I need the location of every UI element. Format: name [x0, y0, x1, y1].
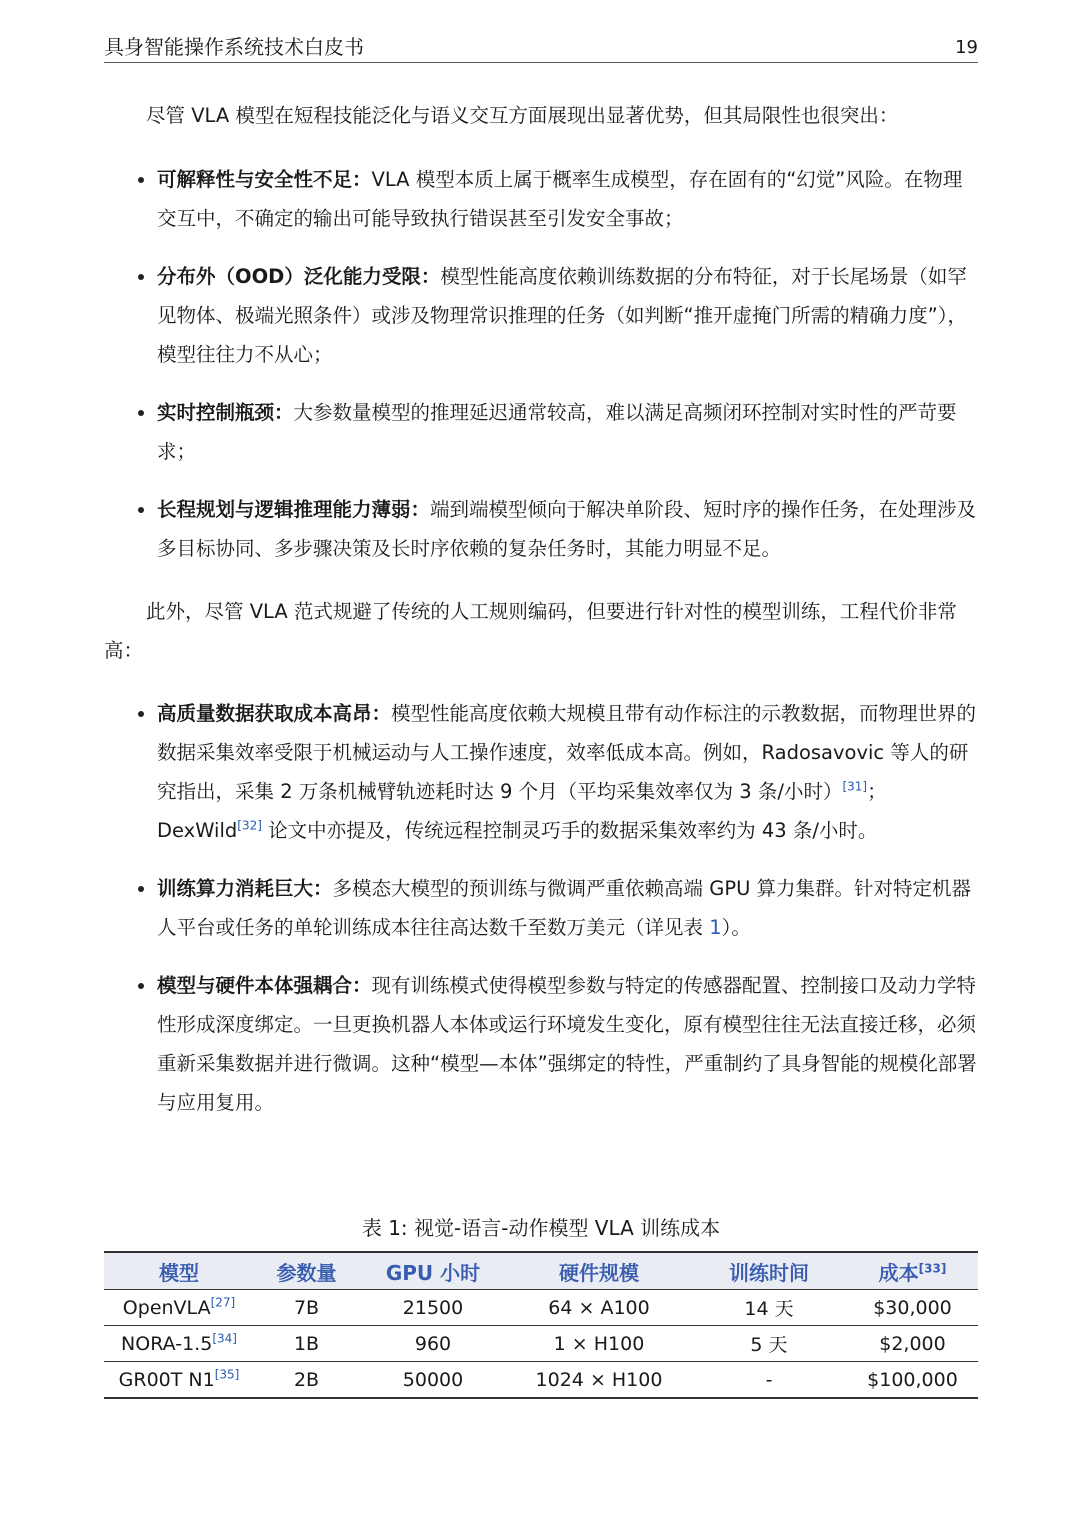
- citation-link[interactable]: [31]: [842, 779, 868, 794]
- item-text: 模型性能高度依赖训练数据的分布特征，对于长尾场景（如罕见物体、极端光照条件）或涉及物理常识推理的任务（如判断“推开虚掩门所需的精确力度”），模型往往力不从心；: [157, 265, 967, 366]
- citation-link[interactable]: [34]: [212, 1331, 237, 1346]
- header-label: 成本: [878, 1260, 919, 1285]
- cell-time: 14 天: [691, 1290, 847, 1326]
- cell-model: [104, 1326, 254, 1362]
- list-item: [104, 966, 978, 1122]
- cell-params: 2B: [254, 1362, 359, 1399]
- bullet-icon: [138, 507, 144, 513]
- cell-gpu-hours: 50000: [359, 1362, 507, 1399]
- bullet-icon: [138, 711, 144, 717]
- item-text: 模型性能高度依赖大规模且带有动作标注的示教数据，而物理世界的数据采集效率受限于机械运动与人工操作速度，效率低成本高。例如，Radosavovic 等人的研究指出，采集 2 万条机械臂轨迹耗时达 9 个月（平均采集效率仅为 3 条/小时）: [157, 702, 977, 803]
- bullet-icon: [138, 177, 144, 183]
- cell-cost: $2,000: [847, 1326, 978, 1362]
- document-title: 具身智能操作系统技术白皮书: [104, 35, 364, 59]
- intro-paragraph: 尽管 VLA 模型在短程技能泛化与语义交互方面展现出显著优势，但其局限性也很突出：: [146, 104, 899, 127]
- bullet-icon: [138, 274, 144, 280]
- cell-hardware: 1024 × H100: [507, 1362, 691, 1399]
- item-term: 训练算力消耗巨大：: [157, 877, 333, 900]
- bullet-icon: [138, 983, 144, 989]
- middle-paragraph: 此外，尽管 VLA 范式规避了传统的人工规则编码，但要进行针对性的模型训练，工程代价非常高：: [104, 600, 957, 662]
- item-text: 现有训练模式使得模型参数与特定的传感器配置、控制接口及动力学特性形成深度绑定。一旦更换机器人本体或运行环境发生变化，原有模型往往无法直接迁移，必须重新采集数据并进行微调。这种“模型—本体”强绑定的特性，严重制约了具身智能的规模化部署与应用复用。: [157, 974, 977, 1114]
- item-text: 端到端模型倾向于解决单阶段、短时序的操作任务，在处理涉及多目标协同、多步骤决策及长时序依赖的复杂任务时，其能力明显不足。: [157, 498, 977, 560]
- cell-gpu-hours: 21500: [359, 1290, 507, 1326]
- bullet-icon: [138, 410, 144, 416]
- limitations-list: [104, 160, 978, 587]
- list-item: [104, 869, 978, 947]
- item-term: 模型与硬件本体强耦合：: [157, 974, 372, 997]
- cell-params: 7B: [254, 1290, 359, 1326]
- model-name: GR00T N1: [118, 1368, 215, 1391]
- cell-time: -: [691, 1362, 847, 1399]
- cell-hardware: 1 × H100: [507, 1326, 691, 1362]
- column-header: 硬件规模: [507, 1252, 691, 1290]
- item-text: ）。: [721, 916, 751, 939]
- training-cost-table: [104, 1251, 978, 1399]
- list-item: [104, 694, 978, 850]
- table-row: [104, 1290, 978, 1326]
- column-header: 模型: [104, 1252, 254, 1290]
- list-item: [104, 160, 978, 238]
- column-header: [847, 1252, 978, 1290]
- cell-cost: $100,000: [847, 1362, 978, 1399]
- citation-link[interactable]: [33]: [918, 1260, 947, 1275]
- cell-hardware: 64 × A100: [507, 1290, 691, 1326]
- costs-list: [104, 694, 978, 1141]
- item-text: 论文中亦提及，传统远程控制灵巧手的数据采集效率约为 43 条/小时。: [261, 819, 878, 842]
- citation-link[interactable]: [32]: [237, 818, 262, 833]
- table-caption: 表 1: 视觉-语言-动作模型 VLA 训练成本: [361, 1216, 721, 1240]
- cell-model: [104, 1290, 254, 1326]
- item-text: 多模态大模型的预训练与微调严重依赖高端 GPU 算力集群。针对特定机器人平台或任务的单轮训练成本往往高达数千至数万美元（详见表: [157, 877, 972, 939]
- item-term: 长程规划与逻辑推理能力薄弱：: [157, 498, 431, 521]
- cell-model: [104, 1362, 254, 1399]
- item-term: 实时控制瓶颈：: [157, 401, 294, 424]
- cell-params: 1B: [254, 1326, 359, 1362]
- model-name: OpenVLA: [122, 1296, 211, 1319]
- citation-link[interactable]: [27]: [210, 1295, 236, 1310]
- item-text: VLA 模型本质上属于概率生成模型，存在固有的“幻觉”风险。在物理交互中，不确定的输出可能导致执行错误甚至引发安全事故；: [157, 168, 963, 230]
- column-header: 训练时间: [691, 1252, 847, 1290]
- column-header: GPU 小时: [359, 1252, 507, 1290]
- page-number: 19: [955, 37, 978, 58]
- citation-link[interactable]: [35]: [214, 1367, 240, 1382]
- item-term: 可解释性与安全性不足：: [157, 168, 372, 191]
- table-row: [104, 1326, 978, 1362]
- list-item: [104, 257, 978, 374]
- list-item: [104, 490, 978, 568]
- item-term: 分布外（OOD）泛化能力受限：: [157, 265, 441, 288]
- item-term: 高质量数据获取成本高昂：: [157, 702, 392, 725]
- column-header: 参数量: [254, 1252, 359, 1290]
- bullet-icon: [138, 886, 144, 892]
- table-reference-link[interactable]: 1: [709, 916, 722, 939]
- list-item: [104, 393, 978, 471]
- item-text: 大参数量模型的推理延迟通常较高，难以满足高频闭环控制对实时性的严苛要求；: [157, 401, 957, 463]
- cell-time: 5 天: [691, 1326, 847, 1362]
- table-header-row: [104, 1252, 978, 1290]
- page-header: [104, 34, 978, 63]
- cell-cost: $30,000: [847, 1290, 978, 1326]
- item-text: ；DexWild: [157, 780, 887, 842]
- model-name: NORA-1.5: [121, 1332, 213, 1355]
- cell-gpu-hours: 960: [359, 1326, 507, 1362]
- table-row: [104, 1362, 978, 1399]
